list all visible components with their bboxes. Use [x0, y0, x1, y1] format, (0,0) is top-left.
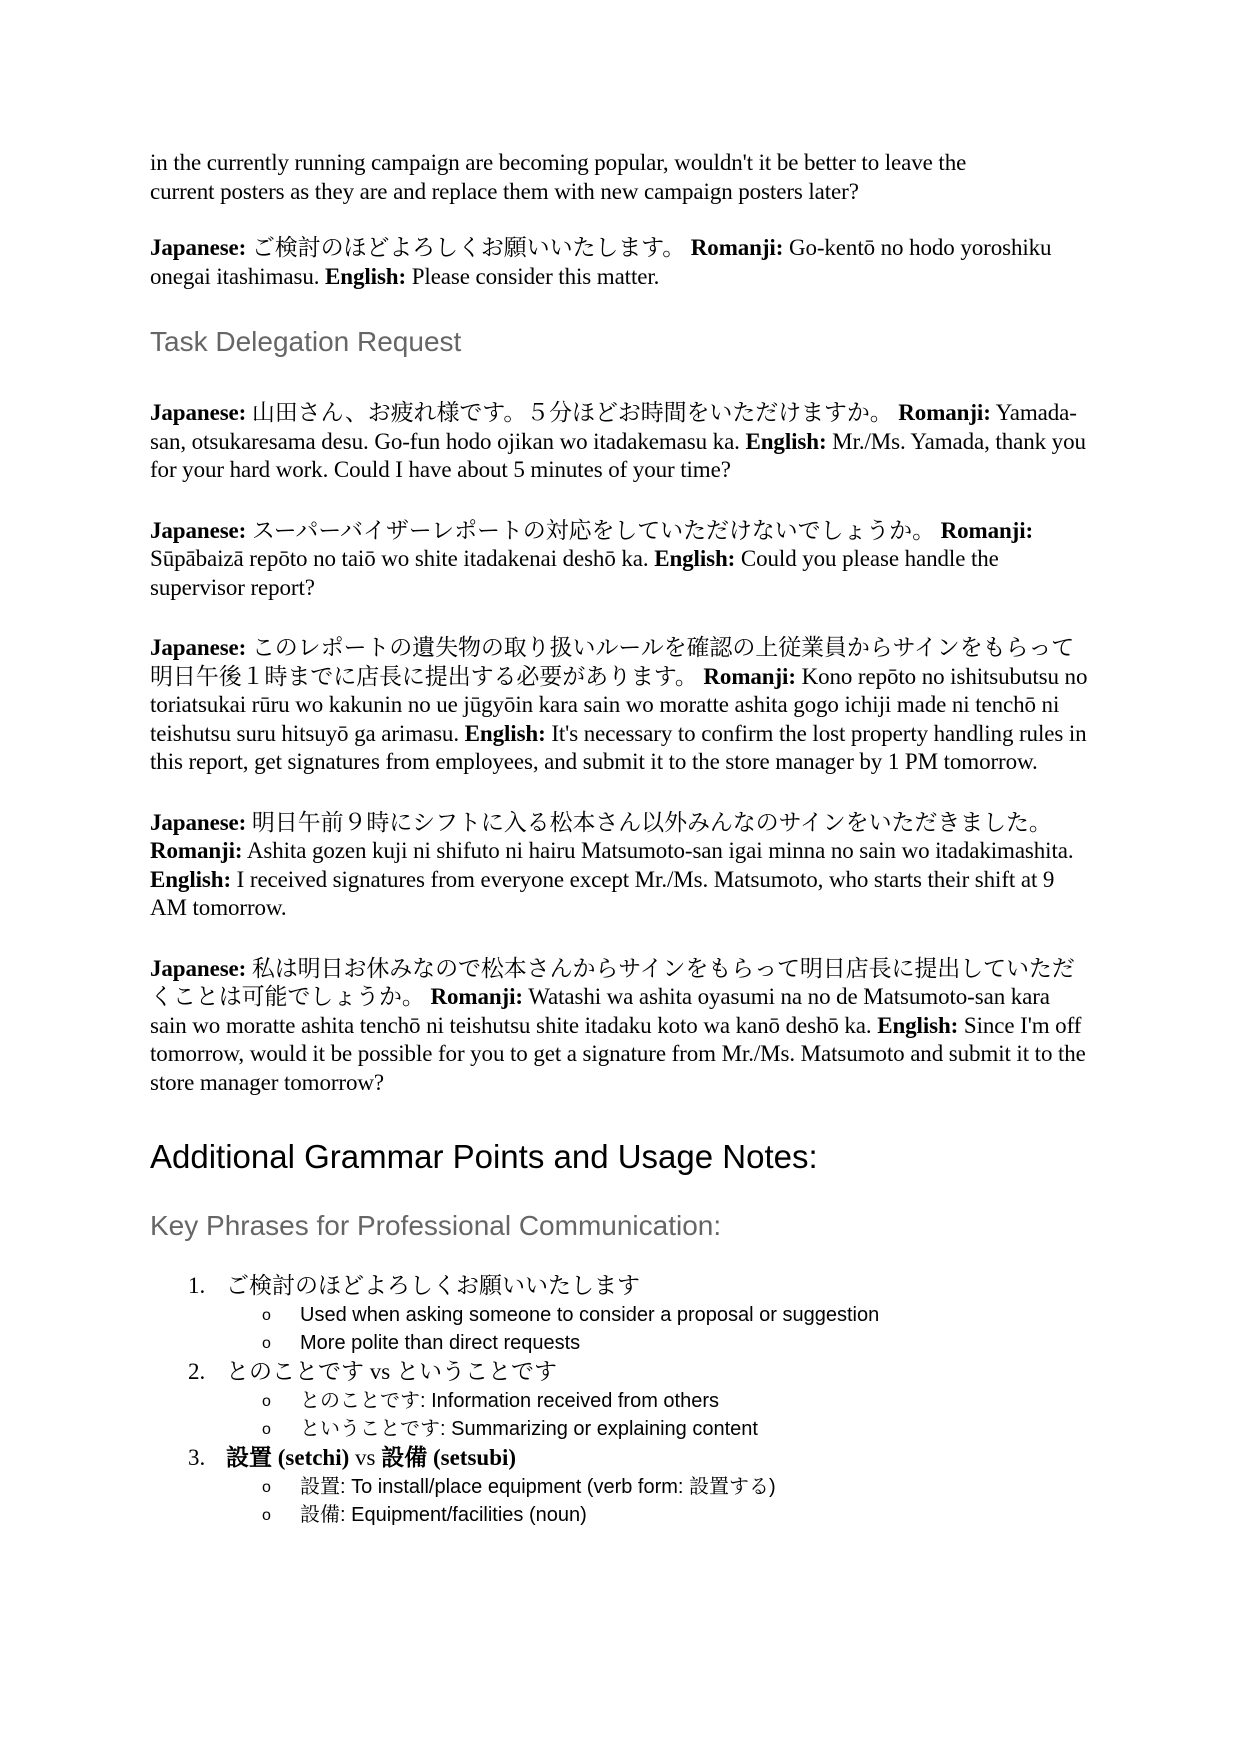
english-text: Mr./Ms. Yamada, thank you for your hard work. Could I have about 5 minutes of your time? — [150, 428, 1086, 482]
sub-item-key: 設備 — [300, 1504, 340, 1526]
phrase-paragraph — [150, 634, 1091, 777]
japanese-text: 明日午前９時にシフトに入る松本さん以外みんなのサインをいただきました。 — [251, 809, 1052, 835]
sub-item-key: 設置 — [300, 1476, 340, 1498]
phrase-paragraph — [150, 517, 1091, 603]
sub-list-item — [226, 1415, 1091, 1443]
phrase-title-a: 設置 (setchi) — [226, 1445, 350, 1470]
bullet-icon: o — [262, 1335, 271, 1352]
sub-item-text: : Information received from others — [420, 1390, 720, 1412]
intro-line-2: current posters as they are and replace them with new campaign posters later? — [150, 179, 859, 204]
romanji-text: Yamada-san, otsukaresama desu. Go-fun hodo ojikan wo itadakemasu ka. — [150, 400, 1077, 454]
phrase-paragraph — [150, 234, 1091, 291]
romanji-label: Romanji: — [690, 235, 784, 260]
romanji-text: Sūpābaizā repōto no taiō wo shite itadakenai deshō ka. — [150, 546, 649, 571]
sub-item-text: : To install/place equipment (verb form: 設置する) — [340, 1476, 776, 1498]
list-item-title — [226, 1443, 1091, 1473]
romanji-text: Watashi wa ashita oyasumi na no de Matsumoto-san kara sain wo moratte ashita tenchō ni teishutsu shite itadaku koto wa kanō deshō ka. — [150, 984, 1050, 1038]
sub-item-text: : Summarizing or explaining content — [440, 1418, 758, 1440]
sub-list-item — [226, 1329, 1091, 1357]
japanese-text: スーパーバイザーレポートの対応をしていただけないでしょうか。 — [251, 517, 935, 543]
english-text: I received signatures from everyone except Mr./Ms. Matsumoto, who starts their shift at 9 AM tomorrow. — [150, 866, 1055, 920]
english-label: English: — [325, 263, 407, 289]
english-label: English: — [150, 866, 232, 892]
japanese-label: Japanese: — [150, 809, 247, 835]
sub-list-item — [226, 1473, 1091, 1501]
phrase-paragraph — [150, 809, 1091, 923]
romanji-text: Ashita gozen kuji ni shifuto ni hairu Matsumoto-san igai minna no sain wo itadakimashita. — [246, 838, 1074, 863]
intro-line-1: in the currently running campaign are becoming popular, wouldn't it be better to leave the — [150, 150, 967, 175]
sub-list-item — [226, 1501, 1091, 1529]
sub-item-key: とのことです — [300, 1390, 420, 1412]
list-item — [150, 1357, 1091, 1443]
japanese-label: Japanese: — [150, 400, 247, 425]
japanese-text: 山田さん、お疲れ様です。５分ほどお時間をいただけますか。 — [251, 400, 893, 425]
romanji-label: Romanji: — [150, 838, 243, 863]
sub-item-text: Used when asking someone to consider a proposal or suggestion — [300, 1304, 880, 1326]
japanese-text: ご検討のほどよろしくお願いいたします。 — [251, 235, 686, 260]
section-heading-grammar: Additional Grammar Points and Usage Notes: — [150, 1138, 818, 1175]
english-label: English: — [464, 720, 546, 746]
sub-list-item — [226, 1387, 1091, 1415]
phrase-paragraph — [150, 399, 1091, 485]
english-text: Could you please handle the supervisor report? — [150, 546, 999, 600]
japanese-label: Japanese: — [150, 235, 247, 260]
sub-list — [226, 1387, 1091, 1443]
romanji-label: Romanji: — [703, 663, 796, 689]
list-item — [150, 1271, 1091, 1357]
vs-text: vs — [355, 1445, 376, 1470]
japanese-label: Japanese: — [150, 517, 247, 543]
phrase-title: ご検討のほどよろしくお願いいたします — [226, 1273, 640, 1298]
sub-list — [226, 1301, 1091, 1357]
key-phrases-list — [150, 1271, 1091, 1529]
list-number: 1. — [188, 1273, 206, 1298]
phrase-title-b: 設備 (setsubi) — [381, 1445, 517, 1470]
bullet-icon: o — [262, 1393, 271, 1410]
bullet-icon: o — [262, 1307, 271, 1324]
romanji-label: Romanji: — [430, 984, 523, 1009]
section-heading-task-delegation: Task Delegation Request — [150, 326, 462, 357]
list-item-title — [226, 1357, 1091, 1387]
phrase-paragraph — [150, 955, 1091, 1098]
english-label: English: — [745, 428, 827, 454]
japanese-text: 私は明日お休みなので松本さんからサインをもらって明日店長に提出していただくことは可能でしょうか。 — [150, 955, 1075, 1009]
romanji-text: Kono repōto no ishitsubutsu no toriatsukai rūru wo kakunin no ue jūgyōin kara sain wo moratte ashita gogo ichiji made ni tenchō ni teishutsu suru hitsuyō ga arimasu. — [150, 663, 1088, 746]
sub-item-text: More polite than direct requests — [300, 1332, 581, 1354]
sub-list-item — [226, 1301, 1091, 1329]
sub-list — [226, 1473, 1091, 1529]
sub-item-text: : Equipment/facilities (noun) — [340, 1504, 587, 1526]
romanji-label: Romanji: — [940, 517, 1034, 543]
bullet-icon: o — [262, 1507, 271, 1524]
romanji-label: Romanji: — [898, 400, 991, 425]
english-text: Since I'm off tomorrow, would it be possible for you to get a signature from Mr./Ms. Matsumoto and submit it to the store manager tomorrow? — [150, 1012, 1086, 1095]
romanji-text: Go-kentō no hodo yoroshiku onegai itashimasu. — [150, 235, 1052, 289]
list-item — [150, 1443, 1091, 1529]
vs-text: vs — [369, 1359, 391, 1384]
phrase-title-b: ということです — [395, 1359, 557, 1384]
phrase-title-a: とのことです — [226, 1359, 364, 1384]
english-label: English: — [877, 1012, 959, 1038]
english-text: It's necessary to confirm the lost property handling rules in this report, get signatures from employees, and submit it to the store manager by 1 PM tomorrow. — [150, 720, 1087, 774]
bullet-icon: o — [262, 1479, 271, 1496]
japanese-label: Japanese: — [150, 635, 247, 660]
intro-paragraph — [150, 148, 1091, 206]
list-number: 3. — [188, 1445, 206, 1470]
list-item-title — [226, 1271, 1091, 1301]
english-text: Please consider this matter. — [411, 263, 660, 289]
japanese-text: このレポートの遺失物の取り扱いルールを確認の上従業員からサインをもらって明日午後１時までに店長に提出する必要があります。 — [150, 635, 1075, 689]
bullet-icon: o — [262, 1421, 271, 1438]
english-label: English: — [654, 546, 736, 571]
sub-item-key: ということです — [300, 1418, 440, 1440]
japanese-label: Japanese: — [150, 955, 247, 981]
section-heading-key-phrases: Key Phrases for Professional Communication: — [150, 1210, 722, 1241]
list-number: 2. — [188, 1359, 206, 1384]
